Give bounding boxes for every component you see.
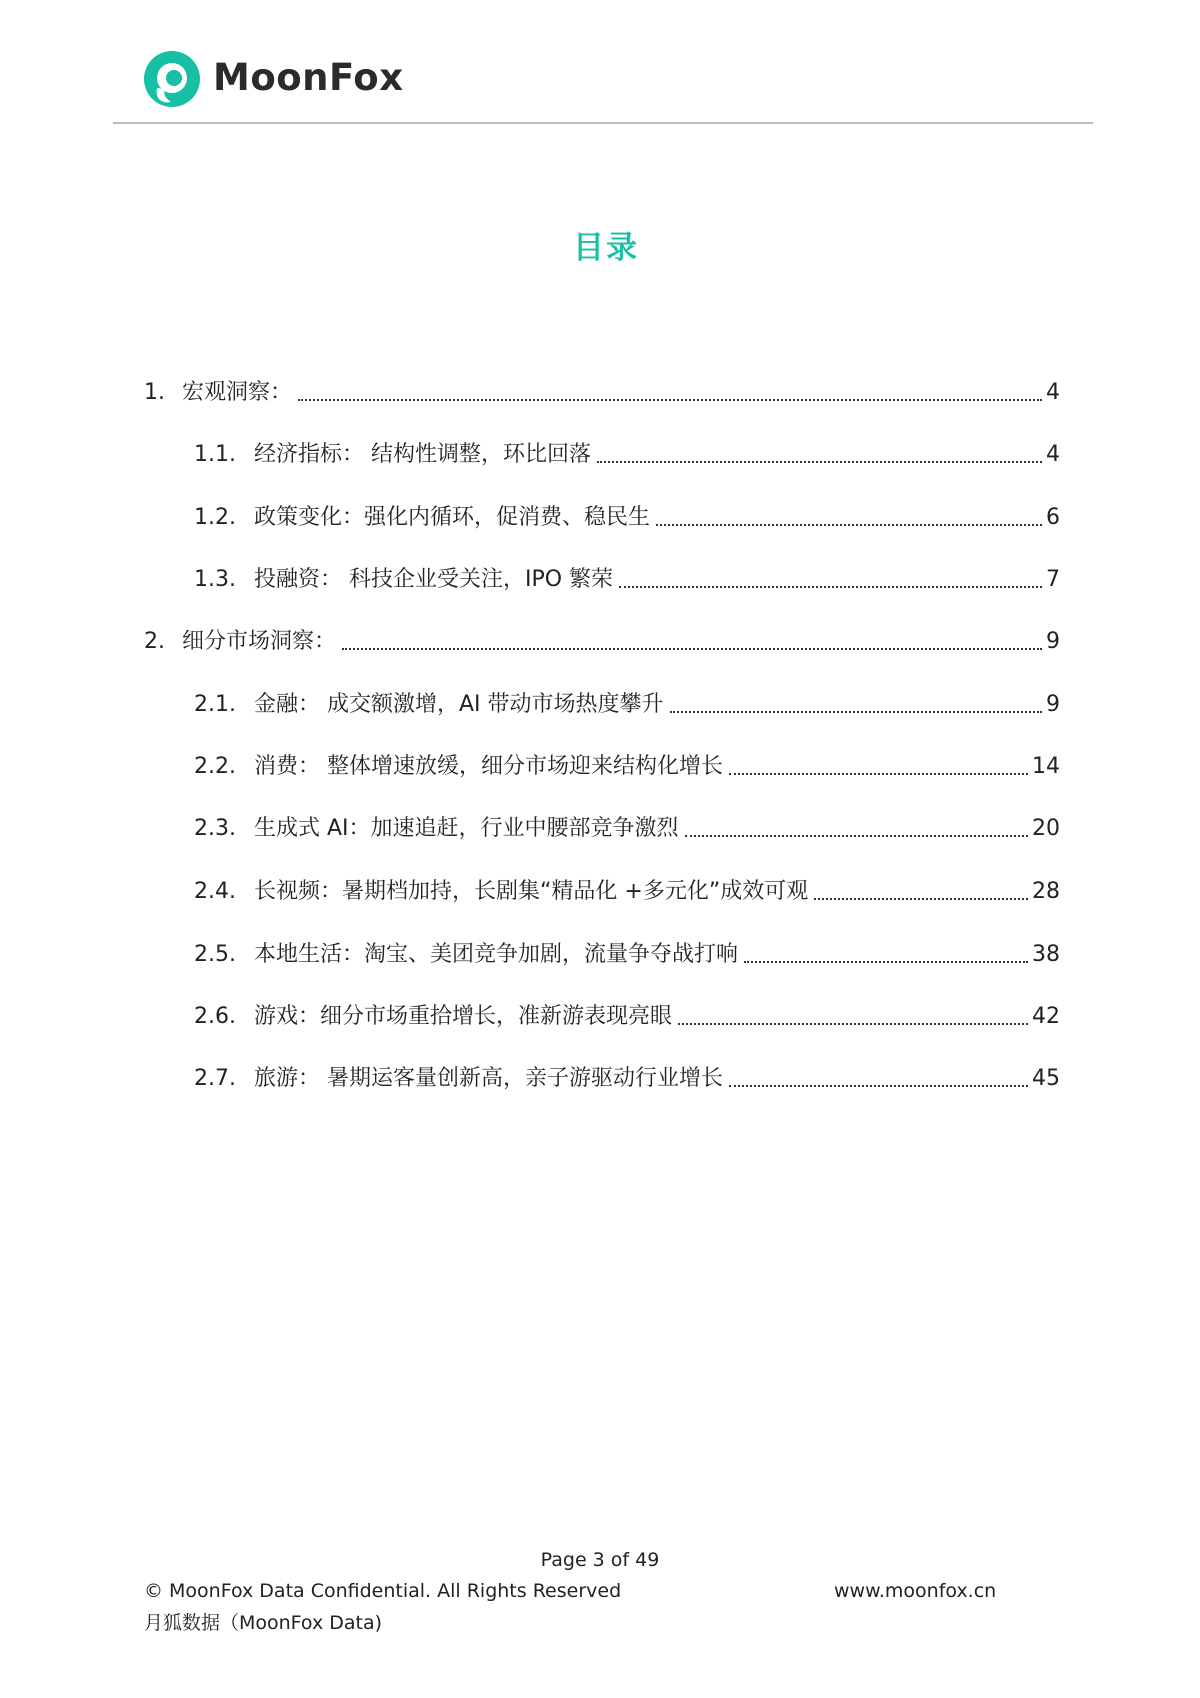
company-name: 月狐数据（MoonFox Data) bbox=[144, 1612, 383, 1634]
toc-entry-label: 政策变化：强化内循环，促消费、稳民生 bbox=[254, 505, 651, 530]
toc-entry-page: 7 bbox=[1046, 567, 1060, 592]
toc-entry-label: 长视频：暑期档加持，长剧集“精品化 +多元化”成效可观 bbox=[254, 879, 809, 904]
toc-title: 目录 bbox=[573, 230, 639, 266]
toc-entry[interactable] bbox=[194, 561, 1060, 595]
toc-entry-number: 2.1. bbox=[194, 692, 236, 717]
toc-dot-leader bbox=[729, 1085, 1028, 1087]
toc-dot-leader bbox=[619, 586, 1042, 588]
copyright-notice: © MoonFox Data Confidential. All Rights Reserved bbox=[144, 1580, 622, 1602]
toc-dot-leader bbox=[729, 773, 1028, 775]
toc-entry[interactable] bbox=[194, 1060, 1060, 1094]
toc-dot-leader bbox=[670, 711, 1042, 713]
brand-name: MoonFox bbox=[213, 56, 404, 99]
toc-entry-page: 6 bbox=[1046, 505, 1060, 530]
toc-entry-number: 2.2. bbox=[194, 754, 236, 779]
toc-entry-number: 2.4. bbox=[194, 879, 236, 904]
toc-entry-label: 消费： 整体增速放缓，细分市场迎来结构化增长 bbox=[254, 754, 723, 779]
toc-dot-leader bbox=[678, 1023, 1028, 1025]
toc-dot-leader bbox=[656, 524, 1042, 526]
toc-entry[interactable] bbox=[144, 374, 1060, 408]
page-header bbox=[113, 40, 1093, 124]
page-number: Page 3 of 49 bbox=[540, 1549, 660, 1571]
toc-entry-label: 金融： 成交额激增，AI 带动市场热度攀升 bbox=[254, 692, 664, 717]
moonfox-logo-icon bbox=[141, 48, 203, 110]
toc-entry[interactable] bbox=[194, 436, 1060, 470]
toc-entry[interactable] bbox=[194, 873, 1060, 907]
toc-entry-label: 投融资： 科技企业受关注，IPO 繁荣 bbox=[254, 567, 614, 592]
header-divider bbox=[113, 122, 1093, 124]
toc-entry-label: 旅游： 暑期运客量创新高，亲子游驱动行业增长 bbox=[254, 1066, 723, 1091]
toc-entry[interactable] bbox=[194, 499, 1060, 533]
toc-dot-leader bbox=[744, 961, 1028, 963]
toc-entry[interactable] bbox=[194, 748, 1060, 782]
toc-entry-page: 4 bbox=[1046, 442, 1060, 467]
toc-dot-leader bbox=[298, 399, 1042, 401]
toc-entry-label: 宏观洞察： bbox=[182, 380, 293, 405]
toc-entry-page: 9 bbox=[1046, 692, 1060, 717]
toc-entry-number: 2. bbox=[144, 629, 165, 654]
toc-dot-leader bbox=[685, 835, 1028, 837]
toc-entry[interactable] bbox=[194, 686, 1060, 720]
toc-entry-label: 经济指标： 结构性调整，环比回落 bbox=[254, 442, 591, 467]
toc-entry[interactable] bbox=[194, 810, 1060, 844]
toc-entry-page: 45 bbox=[1032, 1066, 1060, 1091]
toc-entry[interactable] bbox=[194, 998, 1060, 1032]
toc-entry-number: 1.2. bbox=[194, 505, 236, 530]
toc-entry-page: 20 bbox=[1032, 816, 1060, 841]
toc-entry-label: 细分市场洞察： bbox=[182, 629, 337, 654]
toc-entry-page: 4 bbox=[1046, 380, 1060, 405]
toc-entry-page: 9 bbox=[1046, 629, 1060, 654]
toc-entry-label: 本地生活：淘宝、美团竞争加剧，流量争夺战打响 bbox=[254, 942, 739, 967]
toc-entry-number: 1.3. bbox=[194, 567, 236, 592]
toc-entry-label: 生成式 AI：加速追赶，行业中腰部竞争激烈 bbox=[254, 816, 679, 841]
toc-entry-number: 2.5. bbox=[194, 942, 236, 967]
toc-dot-leader bbox=[814, 898, 1028, 900]
toc-entry-number: 2.7. bbox=[194, 1066, 236, 1091]
toc-entry[interactable] bbox=[144, 623, 1060, 657]
toc-dot-leader bbox=[342, 648, 1042, 650]
toc-entry-number: 1.1. bbox=[194, 442, 236, 467]
toc-entry-number: 2.3. bbox=[194, 816, 236, 841]
toc-entry-page: 38 bbox=[1032, 942, 1060, 967]
website-link[interactable]: www.moonfox.cn bbox=[834, 1580, 997, 1602]
toc-dot-leader bbox=[597, 461, 1042, 463]
toc-entry-page: 42 bbox=[1032, 1004, 1060, 1029]
toc-entry-label: 游戏：细分市场重拾增长，准新游表现亮眼 bbox=[254, 1004, 673, 1029]
toc-entry-number: 1. bbox=[144, 380, 165, 405]
toc-entry[interactable] bbox=[194, 936, 1060, 970]
toc-entry-number: 2.6. bbox=[194, 1004, 236, 1029]
toc-entry-page: 28 bbox=[1032, 879, 1060, 904]
toc-entry-page: 14 bbox=[1032, 754, 1060, 779]
